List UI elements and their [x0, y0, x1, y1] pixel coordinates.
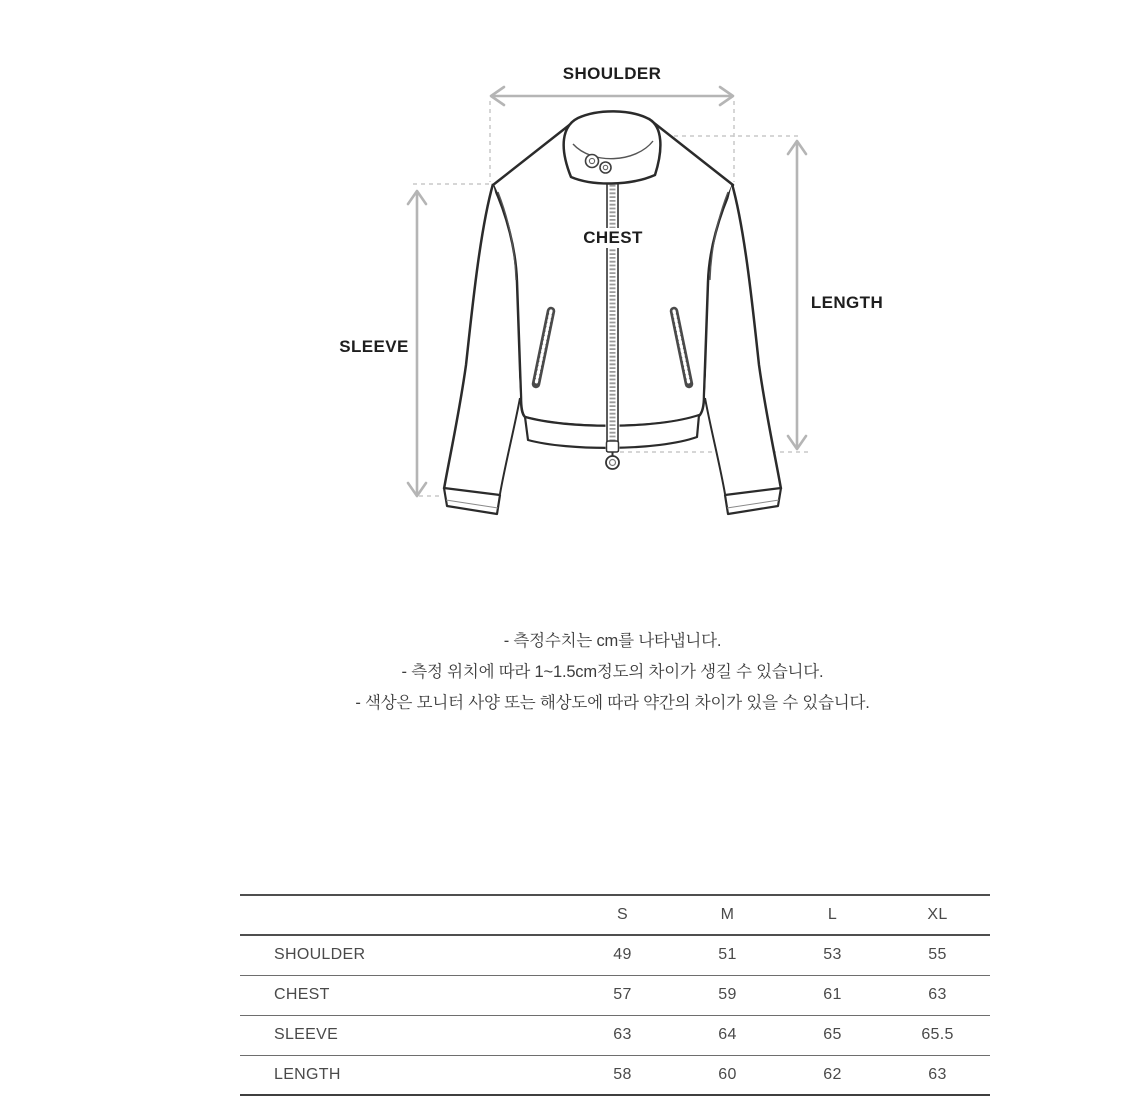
sleeve-dimension-label: SLEEVE [339, 337, 409, 356]
cell-value: 59 [718, 986, 737, 1003]
shoulder-dimension-label: SHOULDER [562, 64, 662, 83]
length-dimension-label: LENGTH [810, 293, 884, 312]
cell-value: 58 [613, 1065, 632, 1083]
collar-snap-icon [600, 162, 611, 173]
cell-value: 53 [823, 946, 842, 964]
note-line: - 색상은 모니터 사양 또는 해상도에 따라 약간의 차이가 있을 수 있습니다. [355, 694, 870, 712]
cell-value: 63 [613, 1026, 632, 1043]
table-row-chest [240, 975, 990, 1015]
stand-collar [564, 111, 661, 183]
front-zipper [606, 176, 620, 469]
measurement-notes [100, 626, 1125, 719]
size-table-header-row [240, 895, 990, 935]
size-col-m: M [720, 906, 735, 923]
cell-value: 63 [928, 986, 947, 1003]
note-line: - 측정 위치에 따라 1~1.5cm정도의 차이가 생길 수 있습니다. [401, 663, 824, 681]
sleeve-arrow [408, 191, 426, 496]
cell-value: 65.5 [921, 1026, 954, 1043]
table-row-sleeve [240, 1015, 990, 1055]
row-label: SHOULDER [274, 946, 366, 964]
row-label: LENGTH [274, 1065, 341, 1083]
cell-value: 63 [928, 1065, 947, 1083]
cell-value: 61 [823, 986, 842, 1003]
cell-value: 55 [928, 946, 947, 964]
collar-snap-icon [586, 155, 599, 168]
length-arrow [788, 141, 806, 449]
size-table [240, 894, 990, 1096]
cell-value: 62 [823, 1065, 842, 1083]
table-row-length [240, 1055, 990, 1095]
size-col-spacer [240, 895, 570, 935]
note-line: - 측정수치는 cm를 나타냅니다. [503, 632, 722, 650]
cell-value: 60 [718, 1065, 737, 1083]
cell-value: 64 [718, 1026, 737, 1043]
cell-value: 49 [613, 946, 632, 964]
cell-value: 51 [718, 946, 737, 964]
size-col-s: S [617, 906, 628, 923]
chest-dimension-label: CHEST [574, 228, 652, 248]
row-label: CHEST [274, 986, 330, 1003]
shoulder-arrow [491, 87, 733, 105]
table-row-shoulder [240, 935, 990, 975]
size-col-xl: XL [927, 906, 948, 923]
row-label: SLEEVE [274, 1026, 339, 1043]
cell-value: 65 [823, 1026, 842, 1043]
size-col-l: L [827, 906, 838, 923]
cell-value: 57 [613, 986, 632, 1003]
